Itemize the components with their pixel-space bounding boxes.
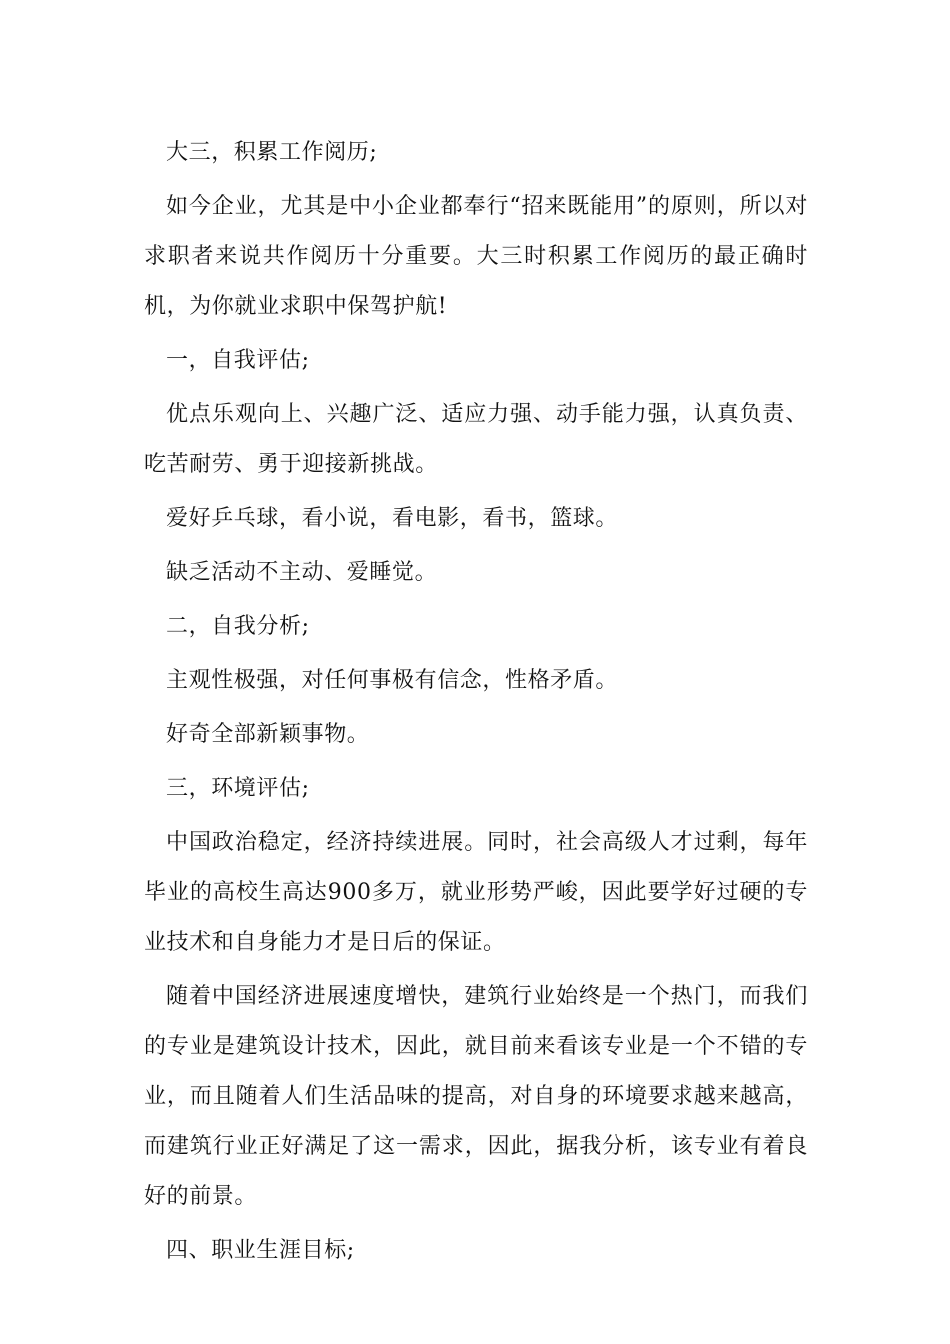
paragraph-junior-year: 大三，积累工作阅历; (166, 140, 378, 165)
paragraph-strengths: 优点乐观向上、兴趣广泛、适应力强、动手能力强，认真负责、吃苦耐劳、勇于迎接新挑战。 (144, 402, 808, 477)
heading-environment-assessment: 三，环境评估; (166, 776, 310, 801)
paragraph-construction-industry: 随着中国经济进展速度增快，建筑行业始终是一个热门，而我们的专业是建筑设计技术，因此，就目前来看该专业是一个不错的专业，而且随着人们生活品味的提高，对自身的环境要求越来越高，而建筑行业正好满足了这一需求，因此，据我分析，该专业有着良好的前景。 (144, 984, 808, 1209)
heading-career-goals: 四、职业生涯目标; (166, 1238, 355, 1263)
paragraph-weaknesses: 缺乏活动不主动、爱睡觉。 (166, 560, 438, 585)
heading-self-analysis: 二，自我分析; (166, 614, 310, 639)
paragraph-personality: 主观性极强，对任何事极有信念，性格矛盾。 (166, 668, 619, 693)
paragraph-economy: 中国政治稳定，经济持续进展。同时，社会高级人才过剩，每年毕业的高校生高达900多万，就业形势严峻，因此要学好过硬的专业技术和自身能力才是日后的保证。 (144, 830, 808, 955)
paragraph-curiosity: 好奇全部新颖事物。 (166, 722, 370, 747)
heading-self-assessment: 一，自我评估; (166, 348, 310, 373)
paragraph-work-experience: 如今企业，尤其是中小企业都奉行“招来既能用”的原则，所以对求职者来说共作阅历十分重要。大三时积累工作阅历的最正确时机，为你就业求职中保驾护航! (144, 194, 808, 319)
paragraph-hobbies: 爱好乒乓球，看小说，看电影，看书，篮球。 (166, 506, 619, 531)
document-body (144, 128, 808, 1280)
